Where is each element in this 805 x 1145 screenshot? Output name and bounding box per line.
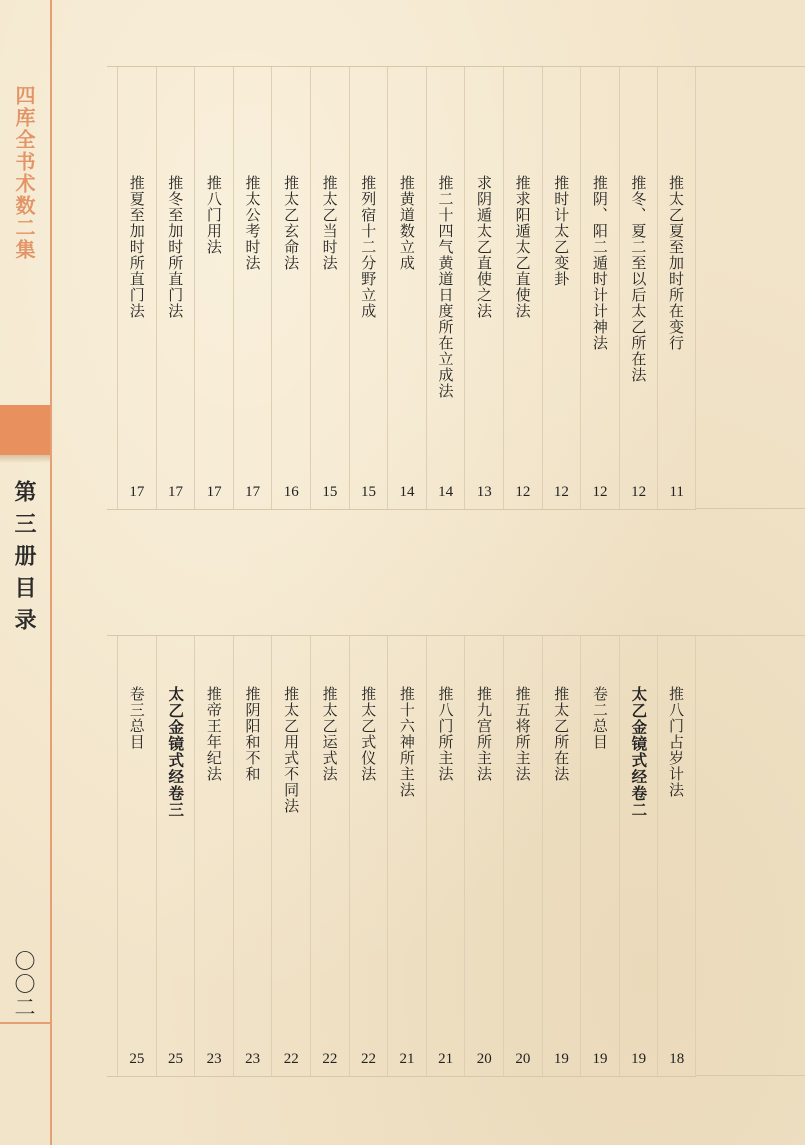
toc-entry-page: 20 xyxy=(476,1051,492,1067)
toc-entry-page: 14 xyxy=(399,484,415,500)
toc-section-top xyxy=(107,66,696,510)
toc-entry-page: 15 xyxy=(322,484,338,500)
toc-entry-title: 求阴遁太乙直使之法 xyxy=(475,175,494,319)
toc-entry-title: 推八门用法 xyxy=(204,175,223,255)
rule xyxy=(696,508,805,509)
toc-entry[interactable] xyxy=(117,67,156,509)
toc-entry-page: 14 xyxy=(438,484,454,500)
toc-entry-page: 19 xyxy=(553,1051,569,1067)
toc-entry-title: 推太乙式仪法 xyxy=(359,686,378,782)
toc-entry-page: 23 xyxy=(206,1051,222,1067)
toc-entry[interactable] xyxy=(464,67,503,509)
toc-entry-page: 19 xyxy=(592,1051,608,1067)
toc-entry[interactable] xyxy=(349,636,388,1076)
toc-entry-page: 21 xyxy=(438,1051,454,1067)
toc-entry-title: 推太乙夏至加时所在变行 xyxy=(667,175,685,351)
toc-entry-page: 22 xyxy=(283,1051,299,1067)
toc-entry-title: 推阴、阳二遁时计计神法 xyxy=(590,175,609,351)
toc-entry[interactable] xyxy=(271,67,310,509)
toc-entry-page: 17 xyxy=(129,484,145,500)
toc-entry-title: 推九宫所主法 xyxy=(475,686,494,782)
toc-entry-page: 16 xyxy=(283,484,299,500)
toc-entry[interactable] xyxy=(580,67,619,509)
toc-entry[interactable] xyxy=(156,67,195,509)
rule xyxy=(696,66,805,67)
toc-entry-title: 推黄道数立成 xyxy=(397,175,416,271)
volume-title: 第三册目录 xyxy=(11,480,37,640)
toc-entry-title: 推太乙用式不同法 xyxy=(282,686,301,814)
toc-entry[interactable] xyxy=(503,636,542,1076)
toc-entry-title: 推八门所主法 xyxy=(436,686,455,782)
toc-entry-title: 推八门占岁计法 xyxy=(667,686,685,798)
toc-section-bottom xyxy=(107,635,696,1077)
toc-entry[interactable] xyxy=(310,67,349,509)
toc-entry[interactable] xyxy=(194,67,233,509)
page-number-rule xyxy=(0,1022,50,1024)
toc-entry[interactable] xyxy=(542,636,581,1076)
toc-entry[interactable] xyxy=(657,636,696,1076)
toc-entry-title: 推时计太乙变卦 xyxy=(552,175,571,287)
toc-entry[interactable] xyxy=(619,636,658,1076)
toc-entry-title: 推求阳遁太乙直使法 xyxy=(513,175,532,319)
toc-entry-title: 推太公考时法 xyxy=(243,175,262,271)
toc-entry[interactable] xyxy=(117,636,156,1076)
toc-entry[interactable] xyxy=(349,67,388,509)
toc-entry[interactable] xyxy=(233,636,272,1076)
section-tab-marker xyxy=(0,405,50,455)
toc-entry-page: 15 xyxy=(360,484,376,500)
toc-entry[interactable] xyxy=(310,636,349,1076)
toc-entry[interactable] xyxy=(426,636,465,1076)
toc-entry-title: 推夏至加时所直门法 xyxy=(127,175,146,319)
rule xyxy=(696,635,805,636)
toc-entry-page: 11 xyxy=(669,484,684,500)
toc-entry-page: 12 xyxy=(592,484,608,500)
toc-entry[interactable] xyxy=(542,67,581,509)
toc-entry-page: 23 xyxy=(245,1051,261,1067)
toc-entry-page: 12 xyxy=(515,484,531,500)
toc-entry-page: 13 xyxy=(476,484,492,500)
toc-entry[interactable] xyxy=(194,636,233,1076)
toc-entry-title: 推太乙玄命法 xyxy=(282,175,301,271)
toc-entry-title: 推太乙运式法 xyxy=(320,686,339,782)
toc-entry-page: 12 xyxy=(553,484,569,500)
right-margin xyxy=(696,66,805,1075)
toc-entry[interactable] xyxy=(387,67,426,509)
toc-chapter-heading: 太乙金镜式经卷三 xyxy=(166,686,186,818)
toc-entry-title: 推冬至加时所直门法 xyxy=(166,175,185,319)
toc-entry-page: 22 xyxy=(322,1051,338,1067)
rule xyxy=(696,1075,805,1076)
toc-entry-page: 18 xyxy=(669,1051,685,1067)
toc-entry[interactable] xyxy=(156,636,195,1076)
toc-entry[interactable] xyxy=(387,636,426,1076)
toc-entry-page: 17 xyxy=(167,484,183,500)
toc-entry-title: 推冬、夏二至以后太乙所在法 xyxy=(629,175,648,383)
toc-entry-title: 推列宿十二分野立成 xyxy=(359,175,378,319)
toc-entry-page: 12 xyxy=(631,484,647,500)
toc-entry-page: 25 xyxy=(167,1051,183,1067)
toc-entry-page: 19 xyxy=(631,1051,647,1067)
toc-entry-title: 推帝王年纪法 xyxy=(204,686,223,782)
toc-entry-page: 22 xyxy=(360,1051,376,1067)
toc-entry[interactable] xyxy=(271,636,310,1076)
page-number: 〇〇二 xyxy=(12,950,36,1019)
toc-entry-title: 推二十四气黄道日度所在立成法 xyxy=(436,175,455,399)
toc-entry[interactable] xyxy=(580,636,619,1076)
toc-entry[interactable] xyxy=(464,636,503,1076)
toc-entry-title: 卷三总目 xyxy=(127,686,146,750)
toc-entry-page: 21 xyxy=(399,1051,415,1067)
toc-entry-title: 卷二总目 xyxy=(590,686,609,750)
left-margin-band xyxy=(0,0,52,1145)
toc-entry-page: 17 xyxy=(206,484,222,500)
toc-entry[interactable] xyxy=(619,67,658,509)
toc-entry-title: 推十六神所主法 xyxy=(397,686,416,798)
toc-chapter-heading: 太乙金镜式经卷二 xyxy=(629,686,649,818)
toc-entry-page: 20 xyxy=(515,1051,531,1067)
toc-entry[interactable] xyxy=(233,67,272,509)
toc-entry-title: 推五将所主法 xyxy=(513,686,532,782)
toc-entry-title: 推太乙当时法 xyxy=(320,175,339,271)
toc-entry-page: 17 xyxy=(245,484,261,500)
series-title: 四库全书术数二集 xyxy=(12,85,36,261)
toc-entry[interactable] xyxy=(503,67,542,509)
section-tab-shadow xyxy=(0,455,50,463)
toc-entry-title: 推阴阳和不和 xyxy=(243,686,262,782)
toc-entry[interactable] xyxy=(426,67,465,509)
toc-entry[interactable] xyxy=(657,67,696,509)
toc-entry-page: 25 xyxy=(129,1051,145,1067)
toc-entry-title: 推太乙所在法 xyxy=(552,686,571,782)
